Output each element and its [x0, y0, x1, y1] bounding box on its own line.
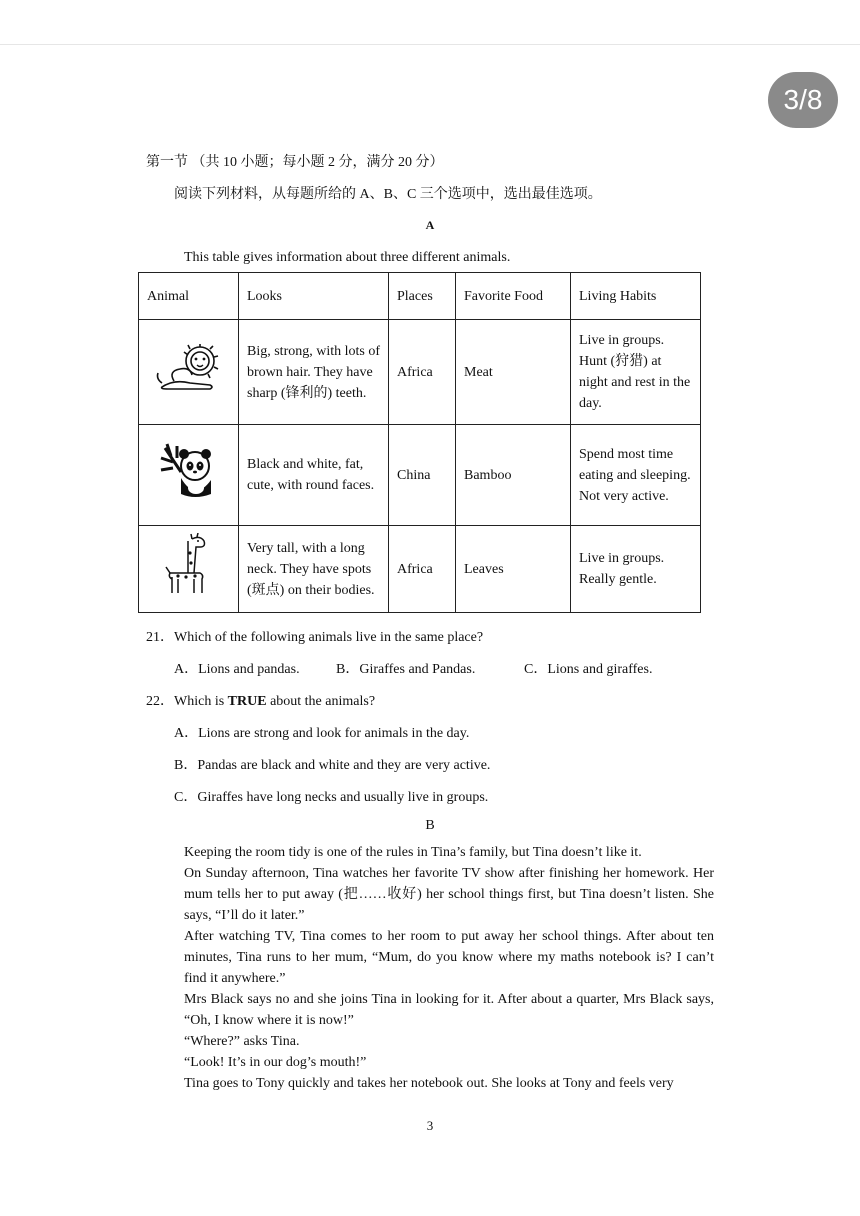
- passage-b-label: B: [425, 818, 435, 833]
- giraffe-looks: Very tall, with a long neck. They have spots (斑点) on their bodies.: [239, 526, 389, 613]
- lion-place: Africa: [389, 320, 456, 425]
- passage-b-paragraph: Keeping the room tidy is one of the rules in Tina’s family, but Tina doesn’t like it.: [184, 845, 642, 860]
- header-looks: Looks: [239, 273, 389, 320]
- top-divider: [0, 44, 860, 45]
- passage-b-paragraph: On Sunday afternoon, Tina watches her favorite TV show after finishing her homework. Her mum tells her to put away (把……收好) her school things first, but Tina doesn’t listen. She says, “I’ll do it later.”: [184, 866, 714, 923]
- section-heading: 第一节 （共 10 小题；每小题 2 分，满分 20 分）: [146, 155, 444, 170]
- panda-place: China: [389, 425, 456, 526]
- question-21-option-c: C．Lions and giraffes.: [524, 662, 653, 677]
- question-22-stem: [146, 690, 375, 710]
- passage-a-label: A: [425, 218, 435, 232]
- question-21-stem: 21．Which of the following animals live in the same place?: [146, 630, 484, 645]
- passage-b-paragraph: “Look! It’s in our dog’s mouth!”: [184, 1055, 367, 1070]
- giraffe-place: Africa: [389, 526, 456, 613]
- question-22-option-b: B．Pandas are black and white and they are very active.: [174, 758, 491, 773]
- page-number: 3: [426, 1118, 434, 1133]
- instructions: 阅读下列材料，从每题所给的 A、B、C 三个选项中，选出最佳选项。: [174, 187, 602, 202]
- question-22-option-c: C．Giraffes have long necks and usually live in groups.: [174, 790, 489, 805]
- passage-b-paragraph: After watching TV, Tina comes to her room to put away her school things. After about ten minutes, Tina runs to her mum, “Mum, do you know where my maths notebook is? I can’t find it anywhere.”: [184, 929, 714, 986]
- giraffe-food: Leaves: [456, 526, 571, 613]
- question-22-stem-bold: TRUE: [227, 694, 267, 709]
- panda-habits: Spend most time eating and sleeping. Not very active.: [571, 425, 701, 526]
- question-22-stem-prefix: 22．Which is: [146, 694, 228, 709]
- question-22-option-a: A．Lions are strong and look for animals in the day.: [174, 726, 470, 741]
- passage-b-text: [146, 842, 714, 1094]
- header-animal: Animal: [139, 273, 239, 320]
- passage-a-intro: This table gives information about three different animals.: [184, 250, 511, 265]
- lion-habits: Live in groups. Hunt (狩猎) at night and rest in the day.: [571, 320, 701, 425]
- lion-looks: Big, strong, with lots of brown hair. They have sharp (锋利的) teeth.: [239, 320, 389, 425]
- lion-food: Meat: [456, 320, 571, 425]
- lion-icon: [139, 320, 239, 425]
- table-row: [139, 320, 701, 425]
- question-22-stem-suffix: about the animals?: [266, 694, 376, 709]
- page-badge: 3/8: [768, 72, 838, 128]
- header-favorite-food: Favorite Food: [456, 273, 571, 320]
- header-living-habits: Living Habits: [571, 273, 701, 320]
- passage-b-paragraph: “Where?” asks Tina.: [184, 1034, 300, 1049]
- header-places: Places: [389, 273, 456, 320]
- panda-food: Bamboo: [456, 425, 571, 526]
- panda-icon: [139, 425, 239, 526]
- giraffe-habits: Live in groups. Really gentle.: [571, 526, 701, 613]
- table-row: [139, 425, 701, 526]
- giraffe-icon: [139, 526, 239, 613]
- question-21-option-a: A．Lions and pandas.: [174, 662, 300, 677]
- passage-b-paragraph: Mrs Black says no and she joins Tina in looking for it. After about a quarter, Mrs Black says, “Oh, I know where it is now!”: [184, 992, 714, 1028]
- table-row: [139, 526, 701, 613]
- animal-info-table: [138, 272, 701, 613]
- panda-looks: Black and white, fat, cute, with round faces.: [239, 425, 389, 526]
- question-21-option-b: B．Giraffes and Pandas.: [336, 662, 476, 677]
- passage-b-paragraph: Tina goes to Tony quickly and takes her notebook out. She looks at Tony and feels very: [184, 1076, 674, 1091]
- table-header-row: [139, 273, 701, 320]
